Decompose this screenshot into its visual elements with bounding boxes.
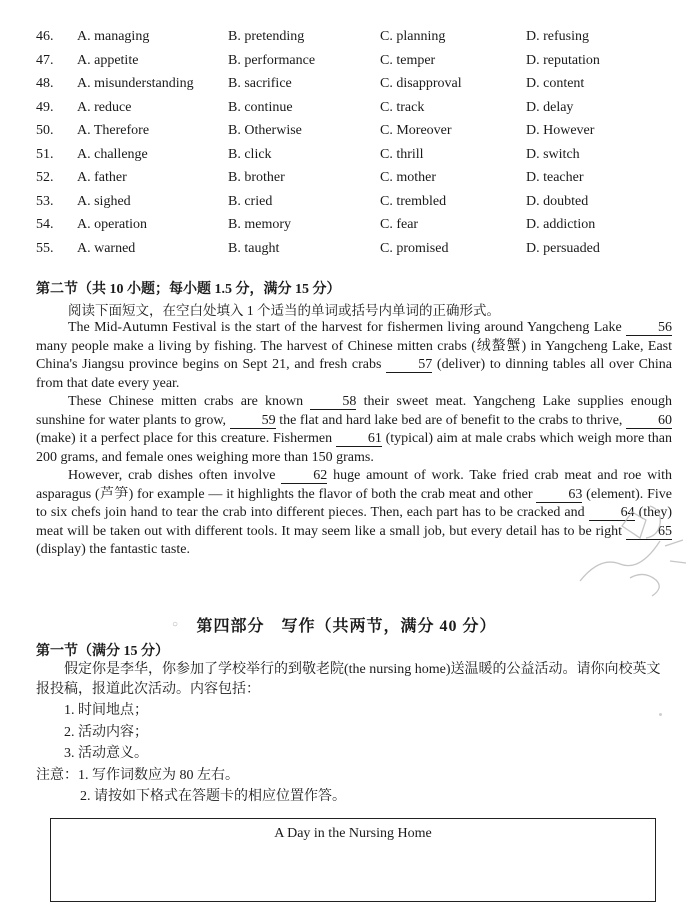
passage-text: (make) it a perfect place for this creature. Fishermen	[36, 431, 333, 446]
question-number: 51.	[36, 146, 54, 162]
option-b: B. performance	[228, 52, 316, 68]
blank-56[interactable]: 56	[626, 321, 672, 336]
passage-text: many people make a living by fishing. The harvest of Chinese mitten crabs (绒螯蟹) in Yangcheng Lake, East China's Jiangsu province begins on Sept 21, and fresh crabs	[36, 338, 672, 372]
cloze-passage	[36, 319, 672, 560]
option-c: C. planning	[380, 29, 446, 44]
blank-58[interactable]: 58	[310, 395, 356, 410]
answer-title: A Day in the Nursing Home	[274, 826, 432, 841]
option-d: D. teacher	[526, 170, 584, 185]
option-d: D. However	[526, 123, 595, 138]
passage-text: The Mid-Autumn Festival is the start of the harvest for fishermen living around Yangcheng Lake	[68, 320, 622, 335]
option-a: A. reduce	[77, 99, 132, 115]
answer-box[interactable]	[50, 818, 656, 902]
passage-text: (display) the fantastic taste.	[36, 542, 190, 557]
option-d: D. refusing	[526, 29, 589, 44]
option-a: A. appetite	[77, 52, 139, 68]
question-number: 46.	[36, 29, 54, 44]
option-c: C. Moreover	[380, 123, 452, 138]
option-b: B. continue	[228, 99, 293, 115]
passage-text: huge amount of work. Take fried crab meat and roe with asparagus (芦笋) for example — it highlights the flavor of both the crab meat and other	[36, 468, 673, 502]
scan-speck	[659, 713, 662, 716]
question-number: 55.	[36, 240, 54, 256]
writing-task: 假定你是李华，你参加了学校举行的到敬老院(the nursing home)送温暖的公益活动。请你向校英文报投稿，报道此次活动。内容包括：	[36, 662, 661, 697]
passage-text: However, crab dishes often involve	[68, 468, 276, 483]
paragraph-3	[36, 467, 672, 560]
part-4-title: 第四部分 写作（共两节，满分 40 分）	[196, 618, 497, 635]
passage-text: the flat and hard lake bed are of benefit to the crabs to thrive,	[279, 412, 623, 428]
option-c: C. mother	[380, 170, 436, 185]
question-number: 53.	[36, 193, 54, 209]
blank-61[interactable]: 61	[336, 432, 382, 447]
blank-57[interactable]: 57	[386, 358, 432, 373]
question-number: 50.	[36, 123, 54, 138]
writing-points	[64, 700, 148, 765]
writing-notes	[36, 765, 346, 807]
blank-65[interactable]: 65	[626, 525, 672, 540]
option-b: B. taught	[228, 240, 280, 256]
option-c: C. fear	[380, 217, 419, 232]
option-c: C. track	[380, 99, 425, 115]
paragraph-2	[36, 393, 672, 467]
option-a: A. Therefore	[77, 123, 150, 138]
option-c: C. disapproval	[380, 76, 462, 91]
option-a: A. challenge	[77, 146, 148, 162]
option-c: C. temper	[380, 52, 436, 68]
scan-mark: ○	[172, 619, 179, 630]
blank-60[interactable]: 60	[626, 414, 672, 429]
passage-text: These Chinese mitten crabs are known	[68, 394, 304, 409]
option-b: B. Otherwise	[228, 123, 302, 138]
option-d: D. delay	[526, 99, 574, 115]
writing-point: 3. 活动意义。	[64, 746, 148, 761]
option-b: B. cried	[228, 193, 273, 209]
option-a: A. managing	[77, 29, 150, 44]
option-d: D. reputation	[526, 52, 600, 68]
writing-point: 1. 时间地点；	[64, 703, 148, 718]
blank-59[interactable]: 59	[230, 414, 276, 429]
paragraph-1	[36, 319, 672, 393]
passage-text: (they) meat will be taken out with different tools. It may seem like a small job, but every detail has to be right	[36, 505, 673, 539]
option-d: D. content	[526, 76, 585, 91]
option-d: D. addiction	[526, 217, 596, 232]
option-a: A. operation	[77, 217, 147, 232]
passage-text: (typical) aim at male crabs which weigh more than 200 grams, and female ones weighing more than 150 grams.	[36, 431, 672, 465]
option-a: A. warned	[77, 240, 136, 256]
passage-text: (element). Five to six chefs join hand to tear the crab into different pieces. Then, each part has to be cracked and	[36, 486, 673, 520]
option-d: D. doubted	[526, 193, 589, 209]
option-c: C. thrill	[380, 146, 424, 162]
question-number: 52.	[36, 170, 54, 185]
option-d: D. switch	[526, 146, 580, 162]
section-2-heading: 第二节（共 10 小题；每小题 1.5 分，满分 15 分）	[36, 282, 341, 297]
option-a: A. misunderstanding	[77, 76, 194, 91]
option-a: A. sighed	[77, 193, 131, 209]
blank-63[interactable]: 63	[536, 488, 582, 503]
blank-62[interactable]: 62	[281, 469, 327, 484]
option-b: B. pretending	[228, 29, 305, 44]
section-2-instruction: 阅读下面短文，在空白处填入 1 个适当的单词或括号内单词的正确形式。	[68, 303, 500, 318]
note-1: 注意：1. 写作词数应为 80 左右。	[36, 768, 239, 783]
question-number: 54.	[36, 217, 54, 232]
option-a: A. father	[77, 170, 127, 185]
writing-section-1-heading: 第一节（满分 15 分）	[36, 644, 169, 659]
option-b: B. click	[228, 146, 272, 162]
note-2: 2. 请按如下格式在答题卡的相应位置作答。	[80, 789, 346, 804]
option-b: B. brother	[228, 170, 285, 185]
writing-point: 2. 活动内容；	[64, 724, 148, 740]
option-b: B. sacrifice	[228, 76, 292, 91]
blank-64[interactable]: 64	[589, 506, 635, 521]
option-d: D. persuaded	[526, 240, 600, 256]
question-number: 48.	[36, 76, 54, 91]
passage-text: their sweet meat. Yangcheng Lake supplies enough sunshine for water plants to grow,	[36, 394, 673, 428]
option-c: C. promised	[380, 240, 449, 256]
option-b: B. memory	[228, 217, 291, 232]
option-c: C. trembled	[380, 193, 447, 209]
passage-text: (deliver) to dinning tables all over China from that date every year.	[36, 357, 673, 391]
question-number: 49.	[36, 99, 54, 115]
question-number: 47.	[36, 52, 54, 68]
